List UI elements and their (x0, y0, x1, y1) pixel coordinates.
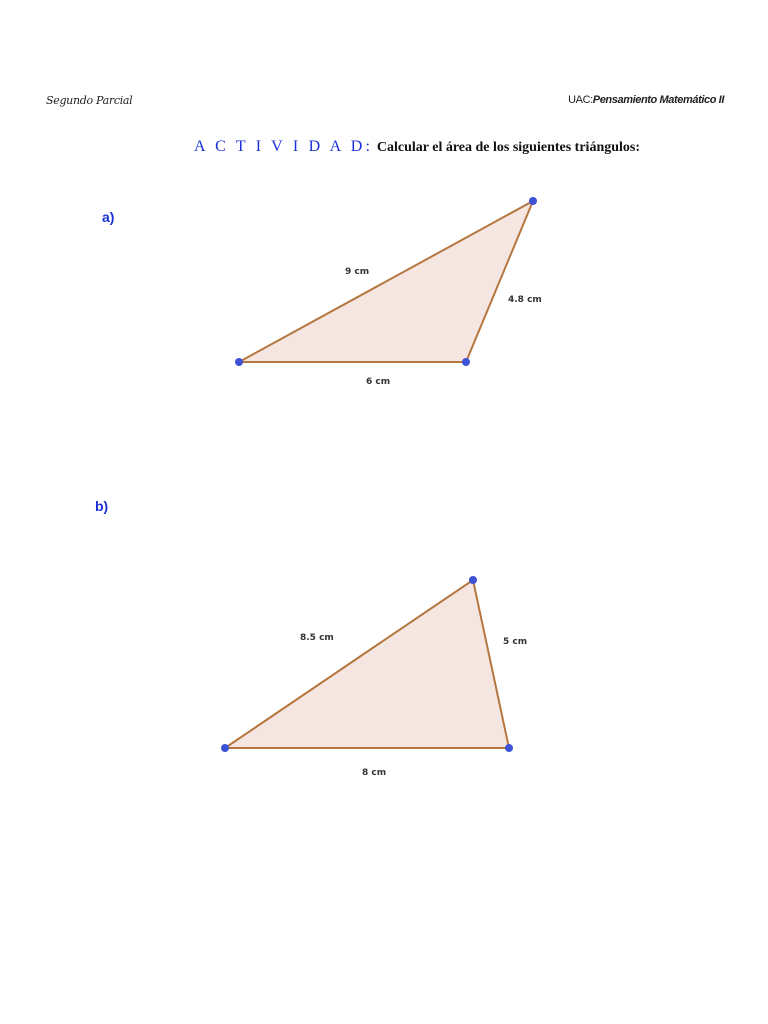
triangle-a-vertex-left (235, 358, 243, 366)
triangle-b-vertex-right (505, 744, 513, 752)
triangle-a-vertex-top (529, 197, 537, 205)
activity-instruction: Calcular el área de los siguientes triángulos: (376, 140, 641, 155)
activity-label: A C T I V I D A D: (194, 138, 374, 155)
triangle-b-shape (225, 580, 509, 748)
triangle-b-vertex-top (469, 576, 477, 584)
header-uac-prefix: UAC: (568, 94, 593, 106)
item-label-b: b) (95, 498, 109, 514)
triangle-a-base-label: 6 cm (366, 377, 391, 387)
triangle-b-left-side-label: 8.5 cm (300, 633, 334, 643)
triangle-a-vertex-right (462, 358, 470, 366)
triangle-b-base-label: 8 cm (362, 768, 387, 778)
triangle-a-right-side-label: 4.8 cm (508, 295, 542, 305)
triangle-a-shape (239, 201, 533, 362)
header-subject: Pensamiento Matemático II (592, 94, 724, 106)
triangle-a-svg (0, 0, 768, 420)
triangle-b-right-side-label: 5 cm (503, 637, 528, 647)
triangle-figure-b (0, 520, 768, 800)
triangle-a-left-side-label: 9 cm (345, 267, 370, 277)
triangle-figure-a (0, 0, 768, 420)
item-label-a: a) (102, 209, 115, 225)
header-left: Segundo Parcial (46, 94, 133, 107)
triangle-b-svg (0, 520, 768, 800)
triangle-b-vertex-left (221, 744, 229, 752)
